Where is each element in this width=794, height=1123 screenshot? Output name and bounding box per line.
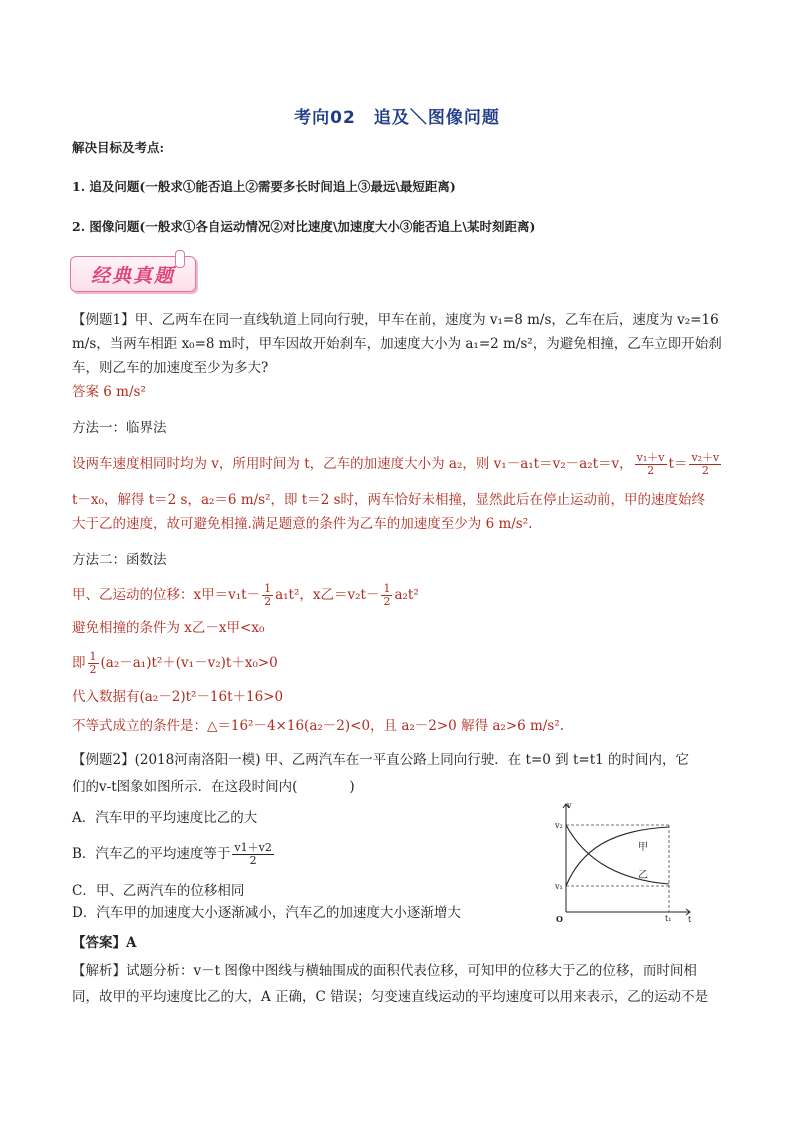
frac-num: 1 xyxy=(264,582,272,595)
option-b xyxy=(72,842,276,867)
goals-heading: 解决目标及考点: xyxy=(72,140,165,155)
method2-condition: 避免相撞的条件为 x乙－x甲<x₀ xyxy=(72,620,265,636)
page-title: 考向02 追及＼图像问题 xyxy=(294,108,500,128)
ex1-line1: 【例题1】甲、乙两车在同一直线轨道上同向行驶，甲车在前，速度为 v₁=8 m/s，乙车在后，速度为 v₂=16 xyxy=(72,312,719,328)
section-badge xyxy=(70,256,196,292)
ex2-line2 xyxy=(72,775,355,799)
method1-line3: 大于乙的速度，故可避免相撞.满足题意的条件为乙车的加速度至少为 6 m/s². xyxy=(72,516,533,532)
frac-den: 2 xyxy=(701,464,709,477)
frac-den: 2 xyxy=(264,595,272,608)
goal-2: 2. 图像问题(一般求①各自运动情况②对比速度\加速度大小③能否追上\某时刻距离) xyxy=(72,219,536,234)
frac-den: 2 xyxy=(249,854,257,867)
ex2-line2-text: 们的v-t图象如图所示．在这段时间内( xyxy=(72,779,298,795)
ex1-answer: 答案 6 m/s² xyxy=(72,384,146,400)
fraction-v1-v xyxy=(635,452,667,477)
fraction-half xyxy=(262,583,273,608)
ineq-body: (a₂－a₁)t²＋(v₁－v₂)t＋x₀>0 xyxy=(100,655,278,671)
method1-mid: t＝ xyxy=(668,456,688,472)
frac-num: v1＋v2 xyxy=(234,841,272,854)
method2-final: 不等式成立的条件是：△＝16²－4×16(a₂－2)<0，且 a₂－2>0 解得 a₂>6 m/s². xyxy=(72,718,564,734)
ex2-line1: 【例题2】(2018河南洛阳一模) 甲、乙两汽车在一平直公路上同向行驶．在 t=0 到 t=t1 的时间内，它 xyxy=(72,752,690,768)
axis-t-label: t xyxy=(688,915,692,924)
frac-num: v₁＋v xyxy=(636,451,665,464)
method1-title: 方法一：临界法 xyxy=(72,420,167,436)
analysis-line1: 【解析】试题分析：v－t 图像中图线与横轴围成的面积代表位移，可知甲的位移大于乙的位移，而时间相 xyxy=(72,963,697,979)
option-b-text: B．汽车乙的平均速度等于 xyxy=(72,846,231,862)
option-d: D．汽车甲的加速度大小逐渐减小，汽车乙的加速度大小逐渐增大 xyxy=(72,905,461,921)
ex2-answer xyxy=(72,931,136,955)
method1-line1 xyxy=(72,452,723,477)
ineq-prefix: 即 xyxy=(72,655,86,671)
vt-graph xyxy=(546,800,696,924)
fraction-half xyxy=(381,583,392,608)
analysis-line2: 同，故甲的平均速度比乙的大，A 正确，C 错误；匀变速直线运动的平均速度可以用来表示，乙的运动不是 xyxy=(72,989,709,1005)
curve-yi xyxy=(566,825,669,884)
frac-den: 2 xyxy=(647,464,655,477)
method1-line1-text: 设两车速度相同时均为 v，所用时间为 t，乙车的加速度大小为 a₂，则 v₁－a₁t＝v₂－a₂t＝v， xyxy=(72,456,633,472)
frac-num: 1 xyxy=(89,650,97,663)
frac-den: 2 xyxy=(89,663,97,676)
label-jia: 甲 xyxy=(638,842,648,853)
tick-t1: t₁ xyxy=(665,914,672,923)
axis-v-label: v xyxy=(567,801,572,810)
tick-v2: v₂ xyxy=(555,821,563,830)
method1-line2: t－x₀，解得 t＝2 s，a₂＝6 m/s²，即 t＝2 s时，两车恰好未相撞，显然此后在停止运动前，甲的速度始终 xyxy=(72,492,706,508)
fraction-v1-v2 xyxy=(232,842,273,867)
ex1-line2: m/s，当两车相距 x₀=8 m时，甲车因故开始刹车，加速度大小为 a₁=2 m/s²，为避免相撞，乙车立即开始刹 xyxy=(72,336,722,352)
frac-den: 2 xyxy=(383,595,391,608)
curve-jia xyxy=(566,827,669,886)
disp-part-c: a₂t² xyxy=(394,587,419,603)
fraction-half xyxy=(88,651,99,676)
ex1-line3: 车，则乙车的加速度至少为多大? xyxy=(72,360,269,376)
frac-num: 1 xyxy=(383,582,391,595)
option-c: C．甲、乙两汽车的位移相同 xyxy=(72,883,245,899)
frac-num: v₂＋v xyxy=(691,451,720,464)
disp-part-a: 甲、乙运动的位移：x甲＝v₁t－ xyxy=(72,587,261,603)
method2-title: 方法二：函数法 xyxy=(72,552,167,568)
method2-substitute: 代入数据有(a₂－2)t²－16t＋16>0 xyxy=(72,689,284,705)
answer-text: 【答案】A xyxy=(72,935,137,951)
fraction-v2-v xyxy=(689,452,721,477)
goal-1: 1. 追及问题(一般求①能否追上②需要多长时间追上③最远\最短距离) xyxy=(72,179,456,194)
tick-v1: v₁ xyxy=(555,882,563,891)
label-yi: 乙 xyxy=(638,870,648,881)
badge-label: 经典真题 xyxy=(90,265,175,287)
method2-inequality xyxy=(72,651,278,676)
disp-part-b: a₁t²，x乙＝v₂t－ xyxy=(275,587,380,603)
method2-displacement xyxy=(72,583,419,608)
ex2-bracket-close: ) xyxy=(349,779,355,795)
option-a: A．汽车甲的平均速度比乙的大 xyxy=(72,810,258,826)
origin-label: O xyxy=(556,914,563,924)
